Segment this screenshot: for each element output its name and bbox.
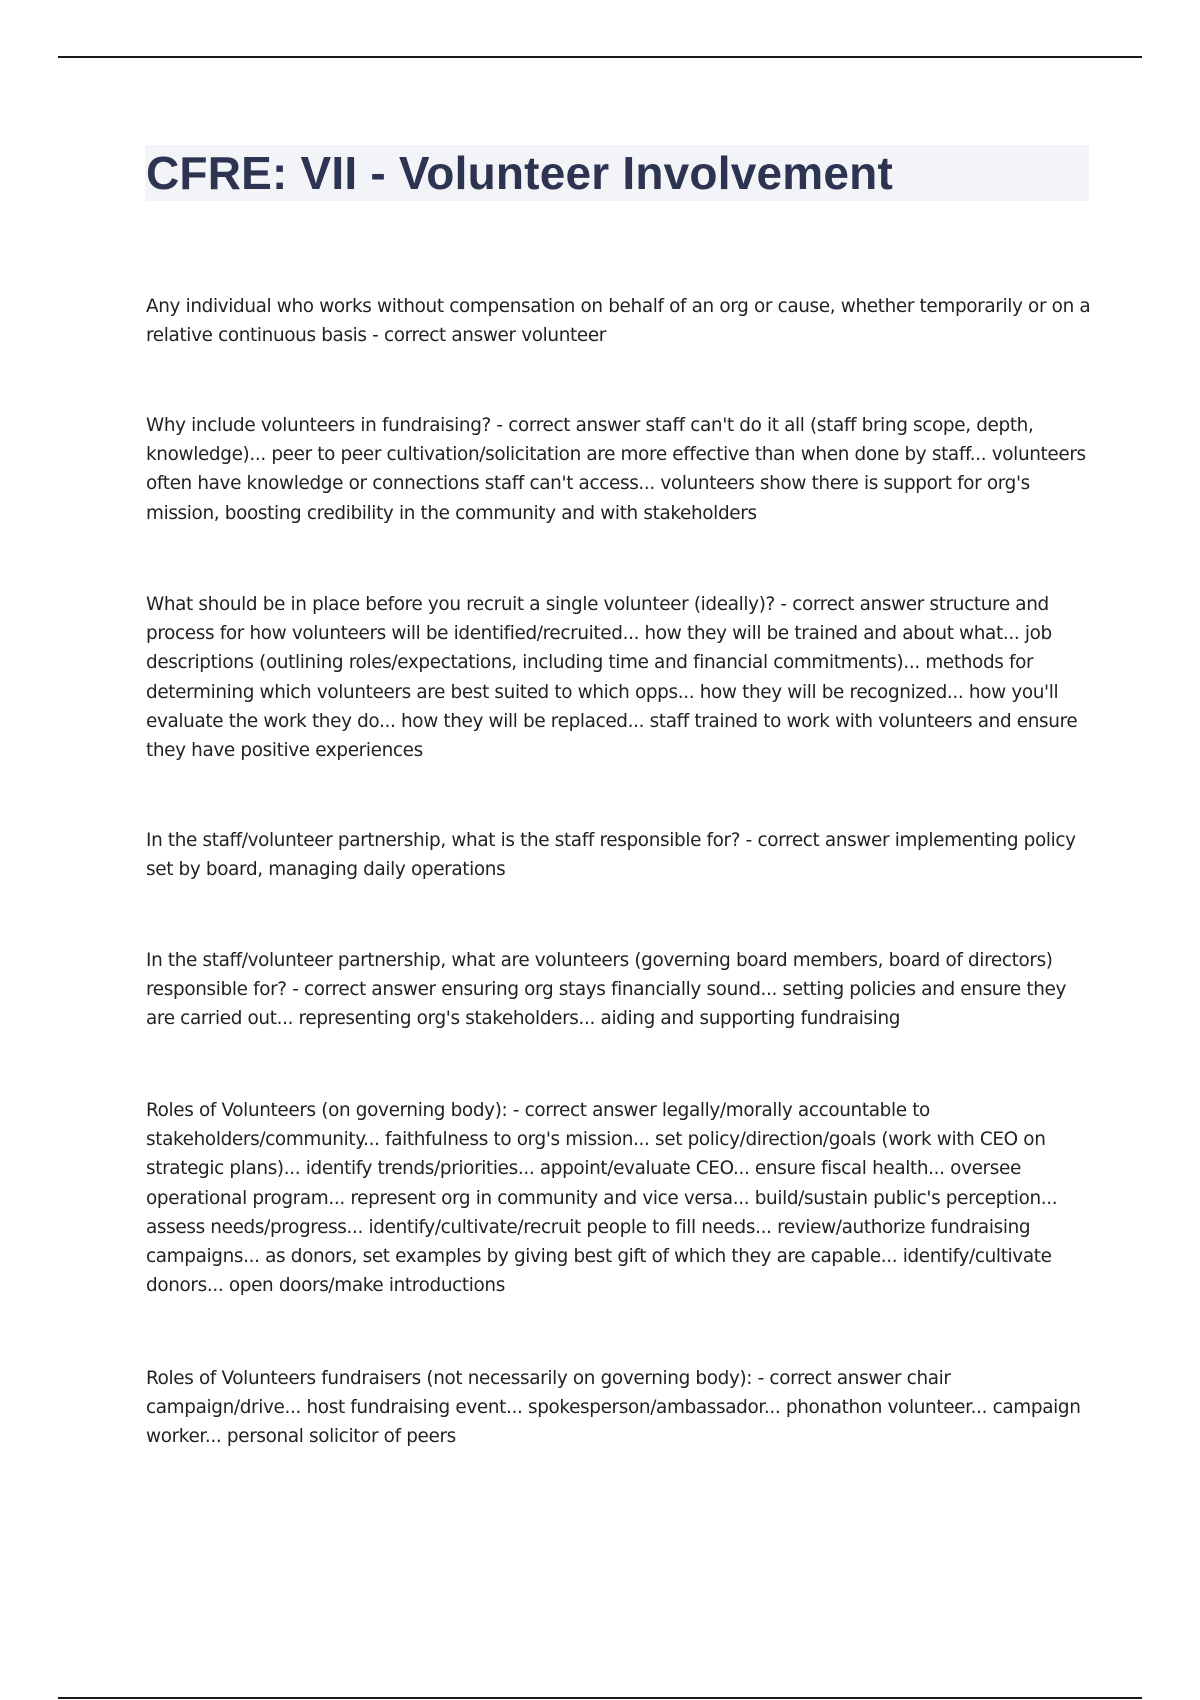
- qa-item-7: Roles of Volunteers fundraisers (not necessarily on governing body): - correct answer chair campaign/drive... host fundraising event... spokesperson/ambassador... phonathon volunteer... campaign worker... personal solicitor of peers: [146, 1368, 1081, 1448]
- bottom-rule: [58, 1697, 1142, 1699]
- top-rule: [58, 56, 1142, 58]
- qa-item-1: Any individual who works without compensation on behalf of an org or cause, whether temporarily or on a relative continuous basis - correct answer volunteer: [146, 296, 1091, 347]
- qa-item-6: Roles of Volunteers (on governing body): - correct answer legally/morally accountable to stakeholders/community... faithfulness to org's mission... set policy/direction/goals (work with CEO on strategic plans)... identify trends/priorities... appoint/evaluate CEO... ensure fiscal health... oversee operational program... represent org in community and vice versa... build/sustain public's perception... assess needs/progress... identify/cultivate/recruit people to fill needs... review/authorize fundraising campaigns... as donors, set examples by giving best gift of which they are capable... identify/cultivate donors... open doors/make introductions: [146, 1100, 1058, 1297]
- page-title: CFRE: VII - Volunteer Involvement: [146, 147, 893, 199]
- qa-item-3: What should be in place before you recruit a single volunteer (ideally)? - correct answer structure and process for how volunteers will be identified/recruited... how they will be trained and about what... job descriptions (outlining roles/expectations, including time and financial commitments)... methods for determining which volunteers are best suited to which opps... how they will be recognized... how you'll evaluate the work they do... how they will be replaced... staff trained to work with volunteers and ensure they have positive experiences: [146, 594, 1078, 762]
- qa-item-5: In the staff/volunteer partnership, what are volunteers (governing board members, board of directors) responsible for? - correct answer ensuring org stays financially sound... setting policies and ensure they are carried out... representing org's stakeholders... aiding and supporting fundraising: [146, 950, 1067, 1030]
- qa-item-4: In the staff/volunteer partnership, what is the staff responsible for? - correct answer implementing policy set by board, managing daily operations: [146, 830, 1076, 881]
- qa-item-2: Why include volunteers in fundraising? - correct answer staff can't do it all (staff bring scope, depth, knowledge)... peer to peer cultivation/solicitation are more effective than when done by staff... volunteers often have knowledge or connections staff can't access... volunteers show there is support for org's mission, boosting credibility in the community and with stakeholders: [146, 415, 1086, 524]
